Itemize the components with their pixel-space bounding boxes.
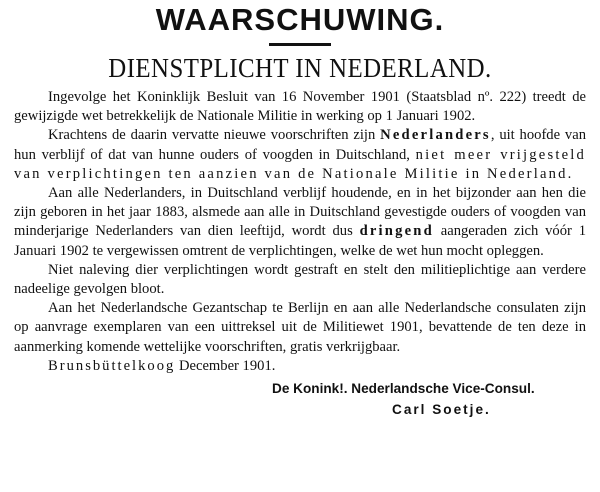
- notice-title: WAARSCHUWING.: [155, 2, 445, 37]
- paragraph-decree: Ingevolge het Koninklijk Besluit van 16 November 1901 (Staatsblad nº. 222) treedt de gewijzigde wet betrekkelijk de Nationale Militie in werking op 1 Januari 1902.: [14, 89, 586, 125]
- dateline-place: Brunsbüttelkoog: [48, 357, 176, 374]
- signature-office: De Konink!. Nederlandsche Vice-Consul.: [272, 381, 535, 397]
- paragraph-exemption: [14, 126, 586, 184]
- exemption-text-e: .: [567, 165, 572, 182]
- dateline-date: December 1901.: [175, 357, 276, 374]
- dateline: [14, 357, 586, 376]
- paragraph-penalty: Niet naleving dier verplichtingen wordt gestraft en stelt den militieplichtige aan verdere nadeelige gevolgen bloot.: [14, 261, 586, 298]
- advice-emphasis-dringend: dringend: [359, 223, 434, 240]
- advice-text-a: Aan alle Nederlanders, in Duitschland verblijf houdende, en in het bijzonder aan hen die zijn geboren in het jaar 1883, alsmede aan alle in Duitschland gevestigde ouders of voogden van minderjarige Nederlanders van dien leeftijd, wordt dus: [14, 185, 586, 240]
- signature-name: Carl Soetje.: [392, 402, 491, 418]
- notice-subtitle: DIENSTPLICHT IN NEDERLAND.: [108, 53, 492, 83]
- title-rule: [269, 43, 331, 46]
- paragraph-consulates: Aan het Nederlandsche Gezantschap te Berlijn en aan alle Nederlandsche consulaten zijn op aanvrage exemplaren van een uittreksel uit de Militiewet 1901, bevattende de ten deze in aanmerking komende wettelijke voorschriften, gratis verkrijgbaar.: [14, 300, 586, 355]
- exemption-emphasis-not-exempt: niet meer vrijgesteld van verplichtingen ten aanzien van de Nationale Militie in Nederland: [14, 146, 587, 182]
- exemption-text-c: , uit hoofde van hun verblijf of dat van hunne ouders of voogden in Duitschland,: [14, 127, 586, 163]
- notice-body: [14, 88, 586, 357]
- advice-text-c: aangeraden zich vóór 1 Januari 1902 te vergewissen omtrent de verplichtingen, welke de wet hun mocht opleggen.: [14, 223, 586, 259]
- exemption-emphasis-nederlanders: Nederlanders: [380, 127, 491, 144]
- exemption-text-a: Krachtens de daarin vervatte nieuwe voorschriften zijn: [48, 127, 381, 144]
- paragraph-advice: [14, 184, 586, 261]
